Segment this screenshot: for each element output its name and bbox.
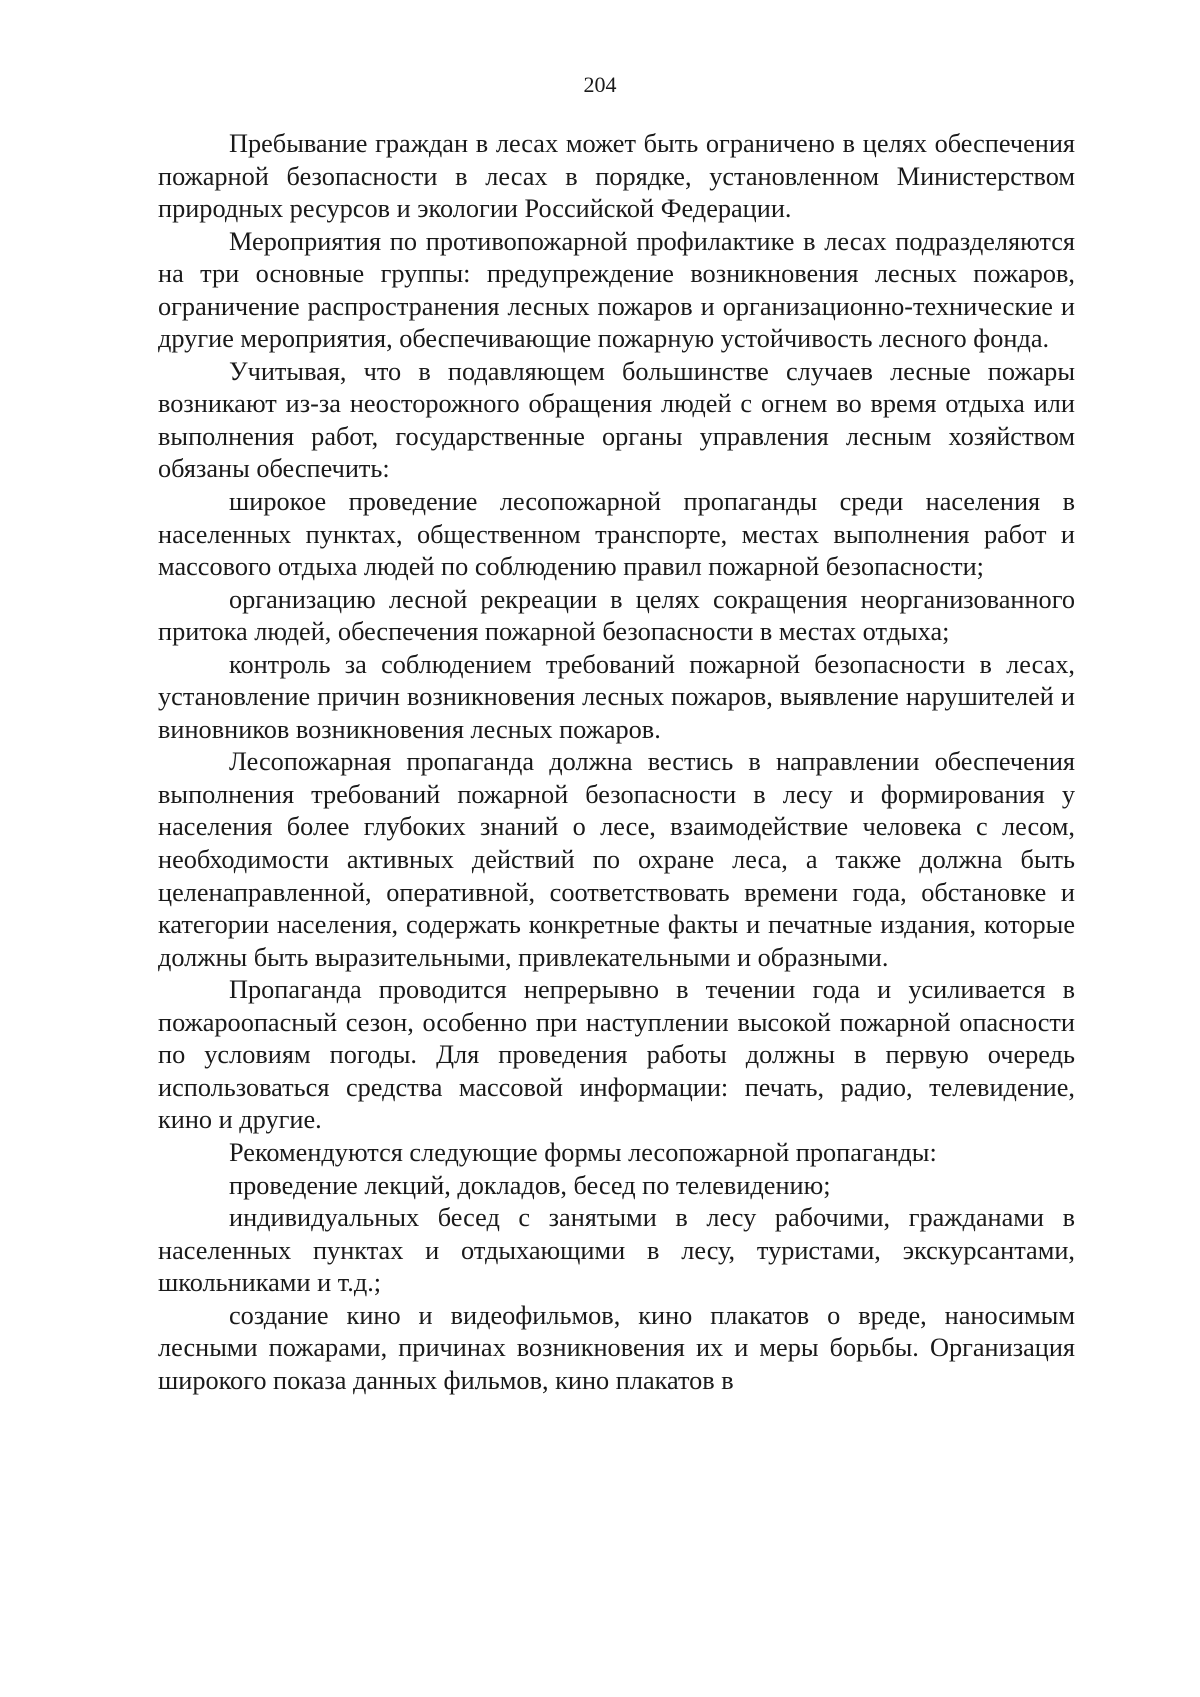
paragraph-8: Пропаганда проводится непрерывно в течении года и усиливается в пожароопасный сезон, особенно при наступлении высокой пожарной опасности по условиям погоды. Для проведения работы должны в первую очередь использоваться средства массовой информации: печать, радио, телевидение, кино и другие. [158,975,1075,1135]
paragraph-6: контроль за соблюдением требований пожарной безопасности в лесах, установление причин возникновения лесных пожаров, выявление нарушителей и виновников возникновения лесных пожаров. [158,649,1075,744]
paragraph-12: создание кино и видеофильмов, кино плакатов о вреде, наносимым лесными пожарами, причинах возникновения их и меры борьбы. Организация широкого показа данных фильмов, кино плакатов в [158,1300,1075,1395]
paragraph-1: Пребывание граждан в лесах может быть ограничено в целях обеспечения пожарной безопасности в лесах в порядке, установленном Министерством природных ресурсов и экологии Российской Федерации. [158,129,1075,224]
paragraph-7: Лесопожарная пропаганда должна вестись в направлении обеспечения выполнения требований пожарной безопасности в лесу и формирования у населения более глубоких знаний о лесе, взаимодействие человека с лесом, необходимости активных действий по охране леса, а также должна быть целенаправленной, оперативной, соответствовать времени года, обстановке и категории населения, содержать конкретные факты и печатные издания, которые должны быть выразительными, привлекательными и образными. [158,747,1075,972]
paragraph-11: индивидуальных бесед с занятыми в лесу рабочими, гражданами в населенных пунктах и отдыхающими в лесу, туристами, экскурсантами, школьниками и т.д.; [158,1203,1075,1298]
paragraph-4: широкое проведение лесопожарной пропаганды среди населения в населенных пунктах, общественном транспорте, местах выполнения работ и массового отдыха людей по соблюдению правил пожарной безопасности; [158,487,1075,582]
paragraph-10: проведение лекций, докладов, бесед по телевидению; [229,1170,831,1200]
paragraph-2: Мероприятия по противопожарной профилактике в лесах подразделяются на три основные группы: предупреждение возникновения лесных пожаров, ограничение распространения лесных пожаров и организационно-технические и другие мероприятия, обеспечивающие пожарную устойчивость лесного фонда. [158,226,1075,354]
paragraph-9: Рекомендуются следующие формы лесопожарной пропаганды: [229,1137,937,1167]
page-number: 204 [583,72,617,97]
paragraph-5: организацию лесной рекреации в целях сокращения неорганизованного притока людей, обеспечения пожарной безопасности в местах отдыха; [158,584,1075,647]
document-body [158,128,1075,1397]
paragraph-3: Учитывая, что в подавляющем большинстве случаев лесные пожары возникают из-за неосторожного обращения людей с огнем во время отдыха или выполнения работ, государственные органы управления лесным хозяйством обязаны обеспечить: [158,356,1075,484]
